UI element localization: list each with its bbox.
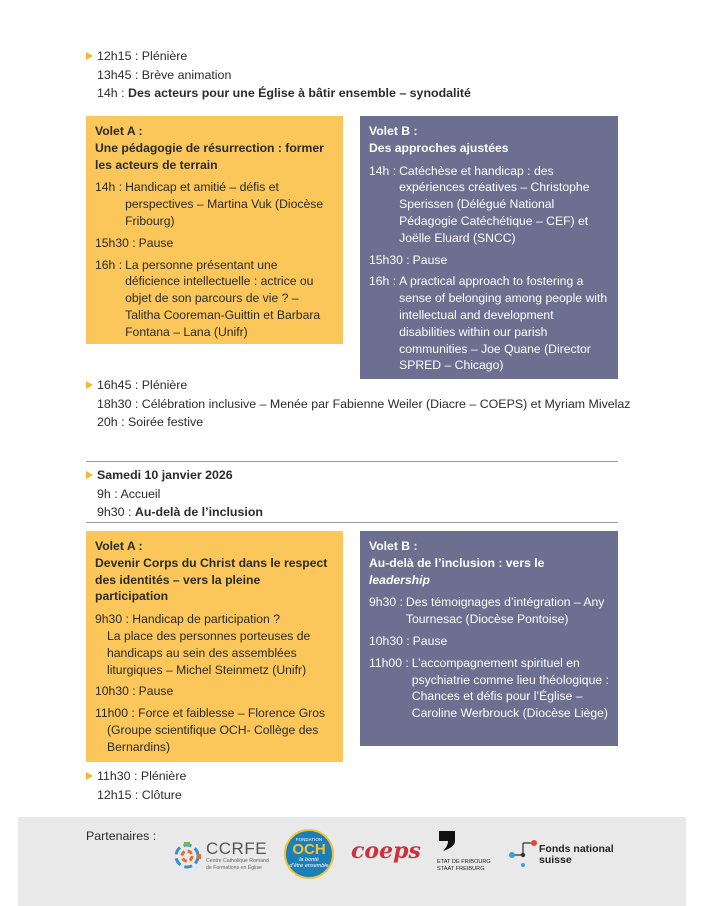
- divider: [86, 461, 618, 462]
- schedule-line: 13h45 : Brève animation: [97, 67, 232, 82]
- schedule-line: 12h15 : Clôture: [97, 787, 182, 802]
- schedule-line: 9h : Accueil: [97, 486, 161, 501]
- session-item: 16h : A practical approach to fostering a sense of belonging among people with intellectual and development disabilities within our parish communities – Joe Quane (Director SPRED – Chicago): [369, 274, 608, 373]
- volet-title: Des approches ajustées: [369, 140, 509, 155]
- session-item: 16h : La personne présentant une déficience intellectuelle : actrice ou objet de son parcours de vie ? – Talitha Cooreman-Guittin et Barbara Fontana – Lana (Unifr): [95, 257, 321, 339]
- fribourg-mark-icon: [437, 829, 457, 853]
- fribourg-text: ETAT DE FRIBOURG STAAT FREIBURG: [437, 859, 491, 872]
- schedule-line: 11h30 : Plénière: [86, 767, 186, 786]
- session-item: 11h00 : L’accompagnement spirituel en psychiatrie comme lieu théologique : Chances et défis pour l’Église – Caroline Werbrouck (Diocèse Liège): [369, 655, 609, 721]
- session-item: 10h30 : Pause: [369, 633, 448, 648]
- triangle-marker-icon: [86, 52, 93, 60]
- ccrfe-logo: [170, 837, 275, 877]
- volet-title: Au-delà de l’inclusion : vers le leadership: [369, 555, 545, 587]
- schedule-line: 12h15 : Plénière: [86, 47, 471, 66]
- session-item: 14h : Catéchèse et handicap : des expériences créatives – Christophe Sperissen (Délégué National Pédagogie Catéchétique – CEF) et Joëlle Eluard (SNCC): [369, 163, 590, 245]
- session-item: 11h00 : Force et faiblesse – Florence Gros (Groupe scientifique OCH- Collège des Bernardins): [95, 706, 326, 754]
- och-logo: FONDATION OCH la bonté d’être ensemble: [284, 829, 334, 879]
- fns-network-icon: [508, 835, 538, 867]
- volet-label: Volet A :: [95, 539, 143, 553]
- session-item: 14h : Handicap et amitié – défis et perspectives – Martina Vuk (Diocèse Fribourg): [95, 180, 324, 228]
- partners-label: Partenaires :: [86, 829, 157, 843]
- session-item: 9h30 : Des témoignages d’intégration – Any Tournesac (Diocèse Pontoise): [369, 595, 605, 627]
- schedule-line: 18h30 : Célébration inclusive – Menée par Fabienne Weiler (Diacre – COEPS) et Myriam Mivelaz: [97, 396, 631, 411]
- volet-title: Une pédagogie de résurrection : former les acteurs de terrain: [95, 140, 324, 172]
- day1-evening: [86, 376, 631, 432]
- fns-text: Fonds national suisse: [539, 843, 614, 866]
- schedule-line: 9h30 : Au-delà de l’inclusion: [97, 505, 263, 519]
- triangle-marker-icon: [86, 772, 93, 780]
- session-item: 15h30 : Pause: [95, 235, 174, 250]
- volet-label: Volet B :: [369, 539, 418, 553]
- volet-label: Volet A :: [95, 124, 143, 138]
- schedule-line: 14h : Des acteurs pour une Église à bâtir ensemble – synodalité: [97, 86, 471, 100]
- fribourg-logo: [437, 829, 499, 879]
- ccrfe-subtitle: Centre Catholique Romand de Formations en Église: [206, 858, 269, 871]
- ccrfe-emblem-icon: [170, 839, 204, 873]
- volet-b-box-session1: [360, 116, 618, 379]
- coeps-logo: coeps: [351, 838, 421, 864]
- volet-a-box-session2: [86, 531, 343, 762]
- partners-footer: [18, 817, 686, 906]
- schedule-line: 20h : Soirée festive: [97, 415, 204, 429]
- day-date: Samedi 10 janvier 2026: [86, 466, 263, 485]
- volet-b-box-session2: [360, 531, 618, 746]
- session-item: 15h30 : Pause: [369, 252, 448, 267]
- volet-label: Volet B :: [369, 124, 418, 138]
- triangle-marker-icon: [86, 381, 93, 389]
- session-item: 9h30 : Handicap de participation ? La place des personnes porteuses de handicaps au sein des assemblées liturgiques – Michel Steinmetz (Unifr): [95, 612, 311, 677]
- session-item: 10h30 : Pause: [95, 684, 174, 699]
- volet-title: Devenir Corps du Christ dans le respect des identités – vers la pleine participation: [95, 555, 328, 604]
- fns-logo: [508, 835, 623, 871]
- schedule-line: 16h45 : Plénière: [86, 376, 631, 395]
- day2-end: [86, 767, 186, 804]
- divider: [86, 522, 618, 523]
- day2-header: [86, 466, 263, 522]
- volet-a-box-session1: [86, 116, 343, 344]
- day1-afternoon: [86, 47, 471, 103]
- ccrfe-name: CCRFE: [206, 839, 268, 858]
- triangle-marker-icon: [86, 471, 93, 479]
